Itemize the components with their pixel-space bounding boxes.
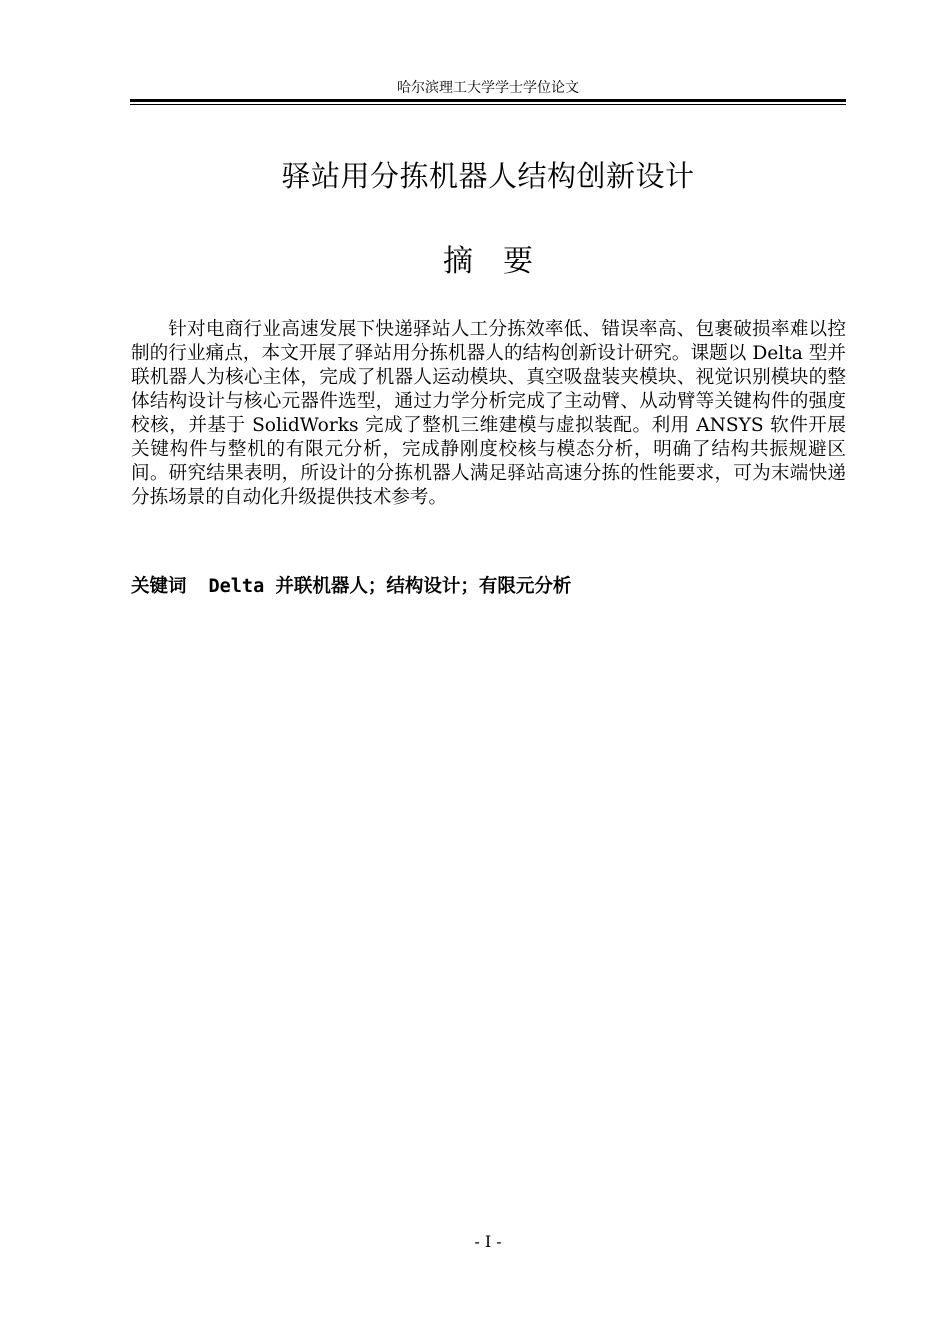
header-rule-thick [130, 99, 846, 102]
abstract-heading: 摘要 [443, 244, 563, 279]
thesis-title: 驿站用分拣机器人结构创新设计 [281, 159, 695, 193]
keywords-text: Delta 并联机器人；结构设计；有限元分析 [208, 576, 572, 597]
keywords-line [131, 574, 846, 600]
header-rule-thin [130, 104, 846, 105]
abstract-body: 针对电商行业高速发展下快递驿站人工分拣效率低、错误率高、包裹破损率难以控制的行业痛点，本文开展了驿站用分拣机器人的结构创新设计研究。课题以 Delta 型并联机器人为核心主体，完成了机器人运动模块、真空吸盘装夹模块、视觉识别模块的整体结构设计与核心元器件选型，通过力学分析完成了主动臂、从动臂等关键构件的强度校核，并基于 SolidWorks 完成了整机三维建模与虚拟装配。利用 ANSYS 软件开展关键构件与整机的有限元分析，完成静刚度校核与模态分析，明确了结构共振规避区间。研究结果表明，所设计的分拣机器人满足驿站高速分拣的性能要求，可为末端快递分拣场景的自动化升级提供技术参考。 [131, 319, 846, 508]
keywords-label: 关键词 [131, 576, 187, 597]
running-header: 哈尔滨理工大学学士学位论文 [397, 80, 579, 96]
page-number: - I - [474, 1232, 502, 1251]
